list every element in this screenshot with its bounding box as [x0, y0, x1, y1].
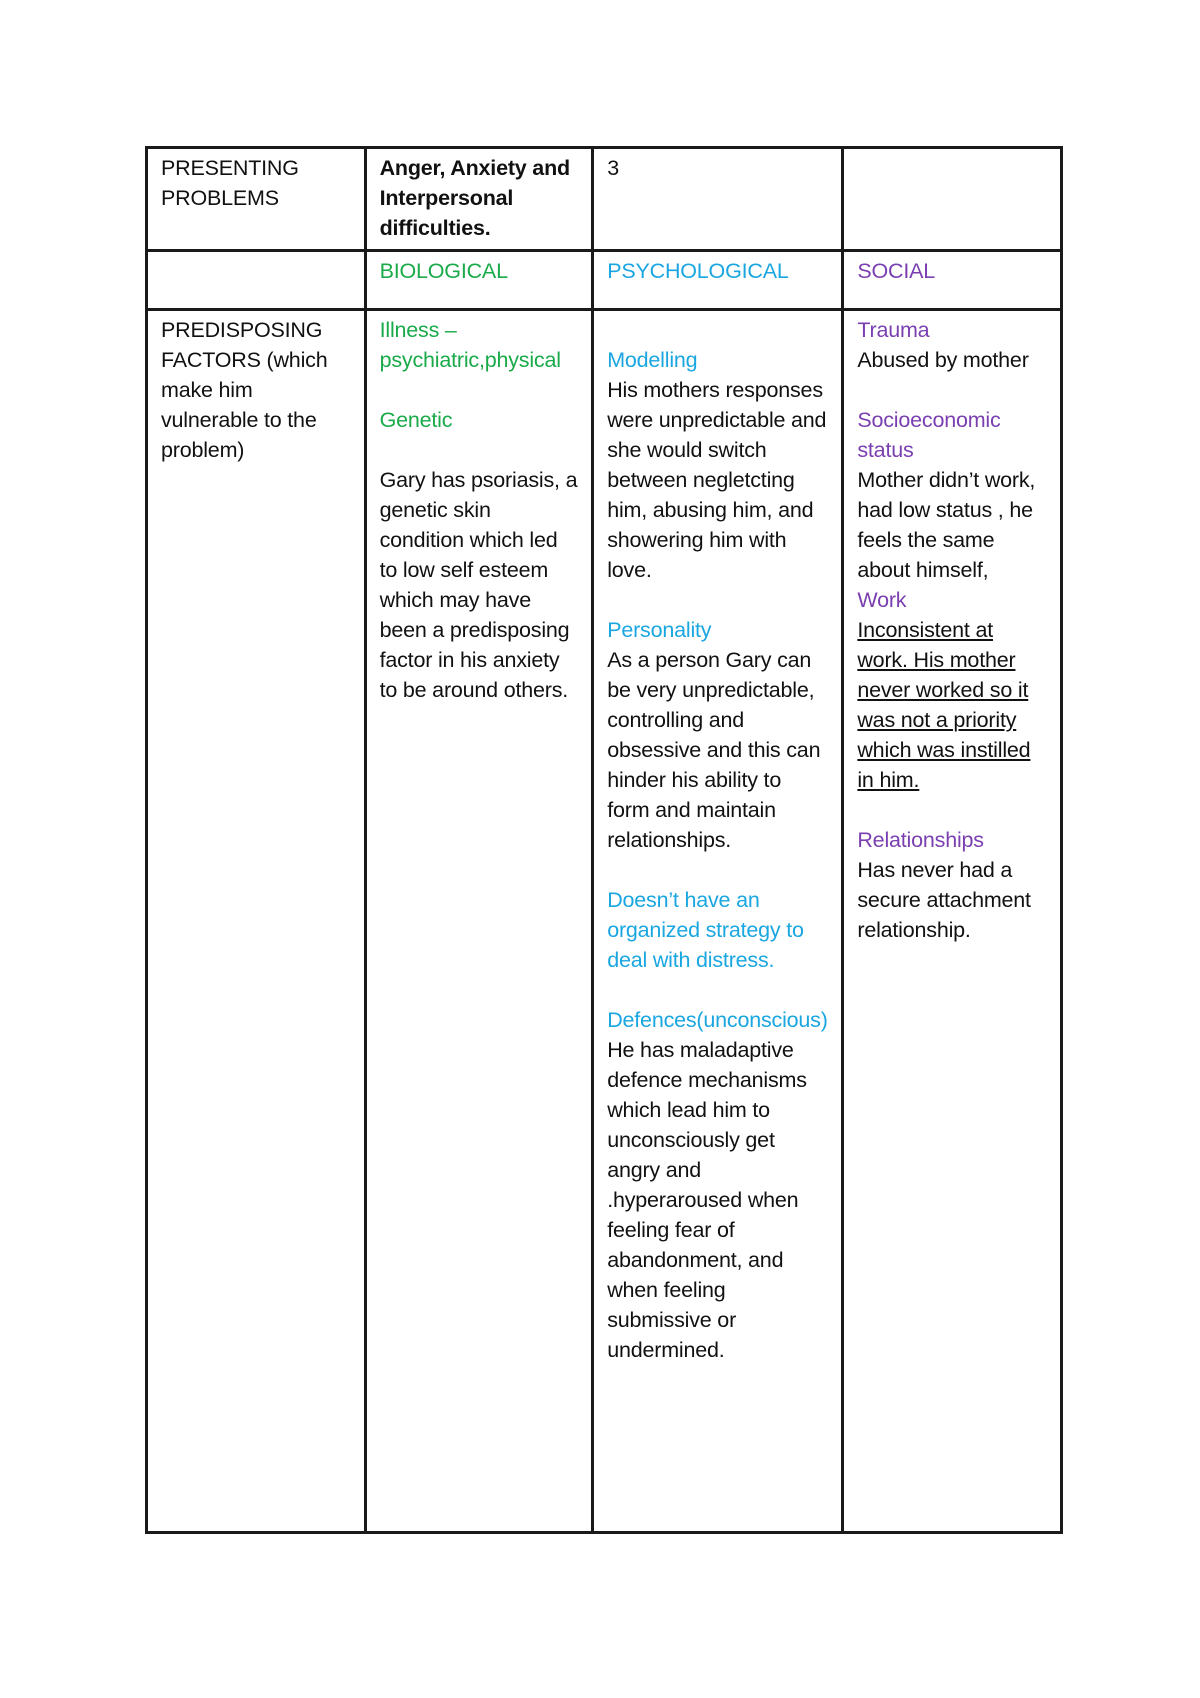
predisposing-factors-row	[147, 310, 1062, 1533]
presenting-problems-row	[147, 148, 1062, 251]
psychological-header: PSYCHOLOGICAL	[593, 251, 843, 310]
defences-text: He has maladaptive defence mechanisms which lead him to unconsciously get angry and .hyperaroused when feeling fear of abandonment, and when feeling submissive or undermined.	[607, 1038, 807, 1362]
personality-text: As a person Gary can be very unpredictable, controlling and obsessive and this can hinder his ability to form and maintain relationships.	[607, 648, 821, 852]
ses-heading: Socioeconomic status	[857, 408, 1001, 462]
relationships-heading: Relationships	[857, 828, 984, 852]
personality-heading: Personality	[607, 618, 712, 642]
trauma-text: Abused by mother	[857, 348, 1029, 372]
relationships-text: Has never had a secure attachment relationship.	[857, 858, 1031, 942]
strategy-heading: Doesn’t have an organized strategy to deal with distress.	[607, 888, 804, 972]
defences-heading: Defences(unconscious)	[607, 1008, 828, 1032]
biopsychosocial-table	[145, 146, 1063, 1534]
biological-cell	[365, 310, 593, 1533]
empty-cell	[843, 148, 1062, 251]
biological-header: BIOLOGICAL	[365, 251, 593, 310]
modelling-heading: Modelling	[607, 348, 698, 372]
genetic-heading: Genetic	[379, 408, 453, 432]
modelling-text: His mothers responses were unpredictable and she would switch between negletcting him, abusing him, and showering him with love.	[607, 378, 827, 582]
predisposing-label: PREDISPOSING FACTORS (which make him vulnerable to the problem)	[147, 310, 366, 1533]
psychological-cell	[593, 310, 843, 1533]
ses-text: Mother didn’t work, had low status , he feels the same about himself,	[857, 468, 1036, 582]
empty-category-cell	[147, 251, 366, 310]
presenting-problems-text: Anger, Anxiety and Interpersonal difficulties.	[365, 148, 593, 251]
category-row	[147, 251, 1062, 310]
biological-text: Gary has psoriasis, a genetic skin condition which led to low self esteem which may have been a predisposing factor in his anxiety to be around others.	[379, 468, 578, 702]
illness-heading: Illness – psychiatric,physical	[379, 318, 561, 372]
work-text: Inconsistent at work. His mother never worked so it was not a priority which was instilled in him.	[857, 618, 1031, 792]
trauma-heading: Trauma	[857, 318, 930, 342]
work-heading: Work	[857, 588, 907, 612]
presenting-problems-label: PRESENTING PROBLEMS	[147, 148, 366, 251]
social-header: SOCIAL	[843, 251, 1062, 310]
presenting-problems-number: 3	[593, 148, 843, 251]
social-cell	[843, 310, 1062, 1533]
